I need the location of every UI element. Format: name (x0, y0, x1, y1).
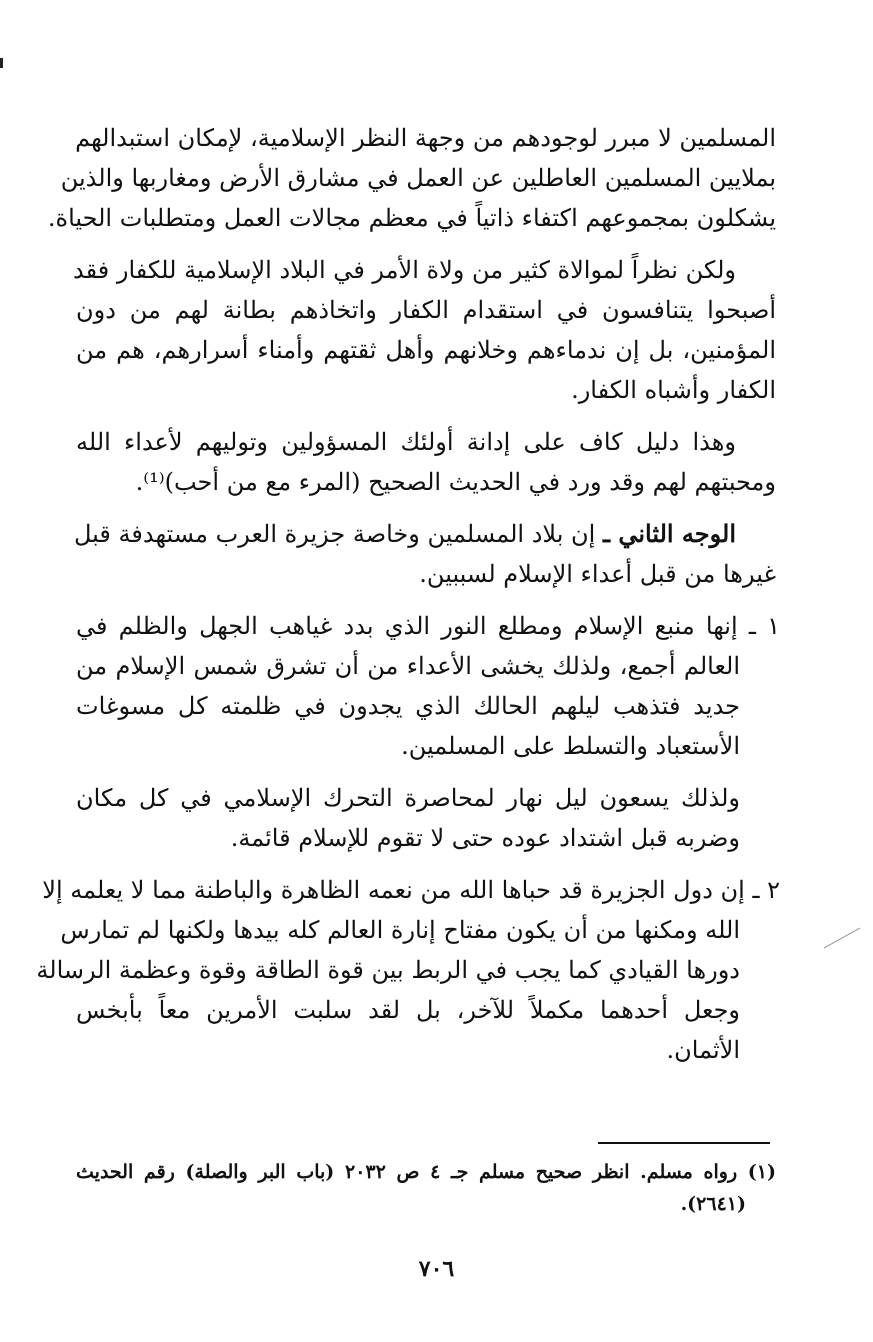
text-line: بملايين المسلمين العاطلين عن العمل في مشارق الأرض ومغاربها والذين (60, 164, 776, 192)
text-line: الله ومكنها من أن يكون مفتاح إنارة العالم كله بيدها ولكنها لم تمارس (60, 916, 740, 944)
text-line: الأثمان. (666, 1036, 740, 1064)
paragraph-5 (76, 778, 780, 858)
text-line: دورها القيادي كما يجب في الربط بين قوة الطاقة وقوة وعظمة الرسالة (36, 956, 740, 984)
footnote-separator (598, 1142, 770, 1144)
footnotes (76, 1156, 776, 1220)
page-body (36, 118, 780, 1082)
paragraph-2 (73, 250, 776, 410)
text-line: الأستعباد والتسلط على المسلمين. (401, 732, 740, 760)
paragraph-4 (73, 514, 776, 594)
section-heading: الوجه الثاني ـ (602, 519, 736, 548)
paragraph-1 (47, 118, 776, 238)
text-fragment: إن بلاد المسلمين وخاصة جزيرة العرب مستهدفة قبل (73, 520, 603, 548)
text-line: ولكن نظراً لموالاة كثير من ولاة الأمر في البلاد الإسلامية للكفار فقد (73, 256, 736, 284)
paragraph-3 (76, 422, 776, 502)
footnote-line: (١) رواه مسلم. انظر صحيح مسلم جـ ٤ ص ٢٠٣٢ (باب البر والصلة) رقم الحديث (76, 1161, 777, 1183)
text-line: ومحبتهم لهم وقد ورد في الحديث الصحيح (المرء مع من أحب)⁽¹⁾. (135, 468, 776, 496)
scan-edge-mark (0, 58, 3, 68)
text-line: وجعل أحدهما مكملاً للآخر، بل لقد سلبت الأمرين معاً بأبخس (76, 996, 740, 1024)
text-line: غيرها من قبل أعداء الإسلام لسببين. (419, 560, 776, 588)
text-line: وضربه قبل اشتداد عوده حتى لا تقوم للإسلام قائمة. (230, 824, 740, 852)
text-line (73, 514, 776, 554)
scan-pen-stroke (822, 926, 862, 950)
text-line: العالم أجمع، ولذلك يخشى الأعداء من أن تشرق شمس الإسلام من (76, 652, 740, 680)
text-line: جديد فتذهب ليلهم الحالك الذي يجدون في ظلمته كل مسوغات (76, 692, 740, 720)
list-item-1 (76, 606, 780, 766)
footnote-line: (٢٦٤١). (680, 1193, 746, 1215)
text-line: ١ ـ إنها منبع الإسلام ومطلع النور الذي بدد غياهب الجهل والظلم في (76, 612, 780, 640)
text-line: وهذا دليل كاف على إدانة أولئك المسؤولين وتوليهم لأعداء الله (76, 428, 736, 456)
text-line: المسلمين لا مبرر لوجودهم من وجهة النظر الإسلامية، لإمكان استبدالهم (75, 124, 776, 152)
text-line: أصبحوا يتنافسون في استقدام الكفار واتخاذهم بطانة لهم من دون (76, 296, 776, 324)
text-line: ٢ ـ إن دول الجزيرة قد حباها الله من نعمه الظاهرة والباطنة مما لا يعلمه إلا (42, 876, 780, 904)
text-line: المؤمنين، بل إن ندماءهم وخلانهم وأهل ثقتهم وأمناء أسرارهم، هم من (76, 336, 776, 364)
text-line: الكفار وأشباه الكفار. (571, 376, 776, 404)
list-item-2 (36, 870, 780, 1070)
text-line: ولذلك يسعون ليل نهار لمحاصرة التحرك الإسلامي في كل مكان (76, 784, 740, 812)
text-line: يشكلون بمجموعهم اكتفاء ذاتياً في معظم مجالات العمل ومتطلبات الحياة. (47, 204, 776, 232)
page-number: ٧٠٦ (418, 1256, 455, 1282)
